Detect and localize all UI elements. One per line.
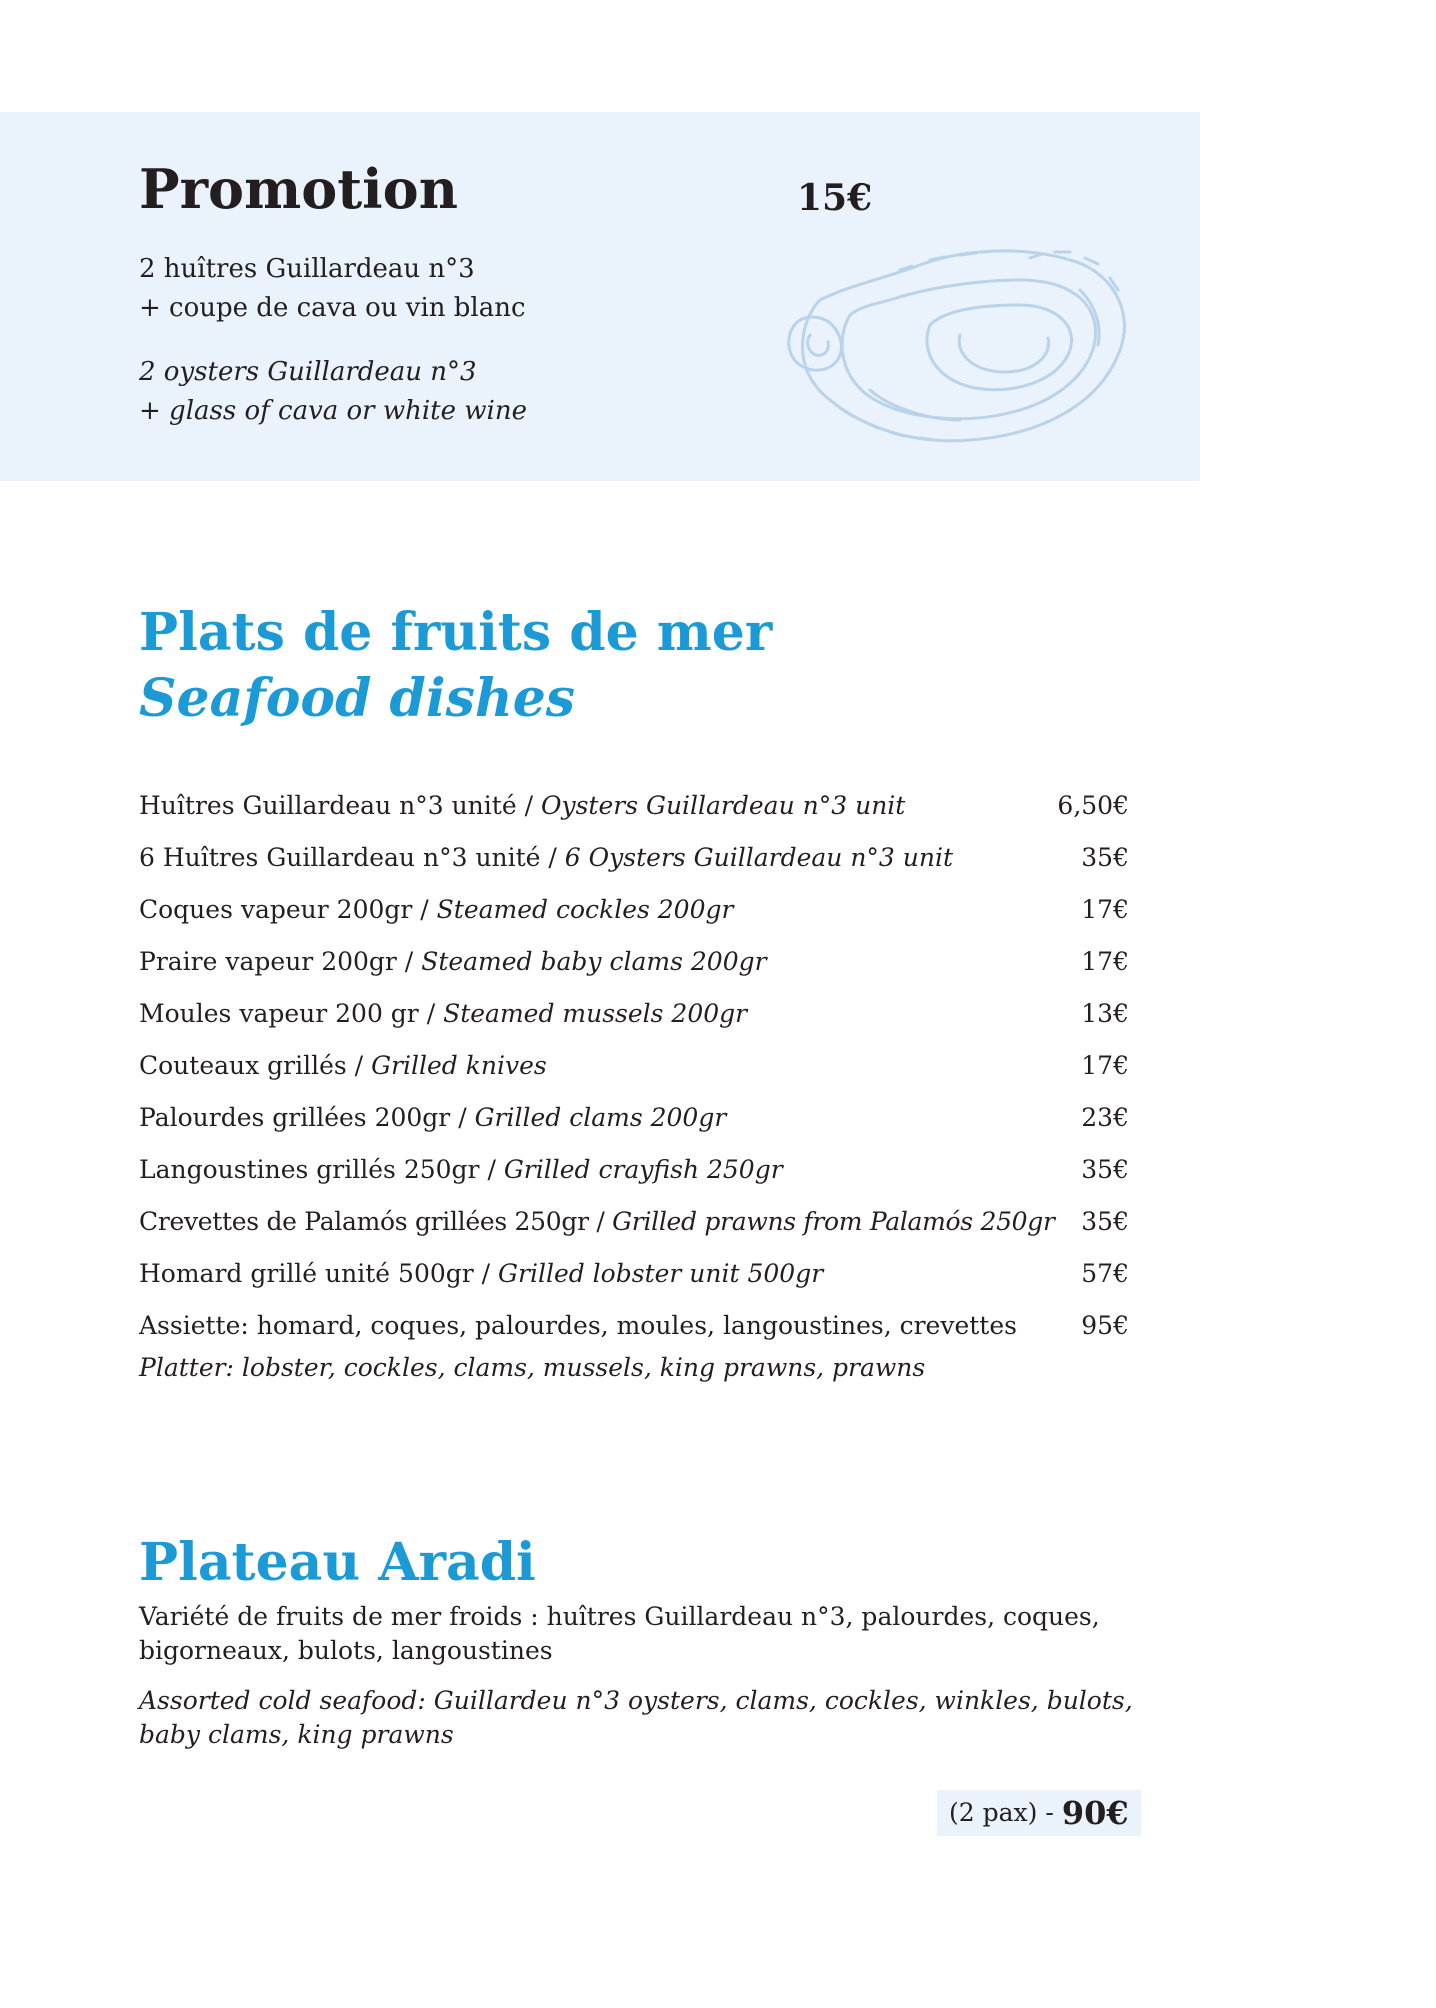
promotion-en-line: 2 oysters Guillardeau n°3 — [139, 357, 477, 387]
promotion-fr-line: + coupe de cava ou vin blanc — [139, 293, 526, 323]
promotion-price: 15€ — [797, 177, 873, 219]
menu-item-price: 13€ — [1081, 999, 1129, 1028]
menu-item-fr: Palourdes grillées 200gr / — [139, 1103, 475, 1132]
plateau-title — [139, 1530, 536, 1596]
menu-item-en: Grilled lobster unit 500gr — [498, 1259, 824, 1288]
menu-item-fr: Moules vapeur 200 gr / — [139, 999, 444, 1028]
menu-item-fr: 6 Huîtres Guillardeau n°3 unité / — [139, 843, 565, 872]
menu-item — [139, 988, 1129, 1040]
promotion-description — [139, 250, 739, 431]
menu-item-price: 35€ — [1081, 843, 1129, 872]
menu-item-fr: Huîtres Guillardeau n°3 unité / — [139, 791, 541, 820]
menu-item-en: 6 Oysters Guillardeau n°3 unit — [564, 843, 954, 872]
menu-item — [139, 1248, 1129, 1300]
menu-item-en: Grilled crayfish 250gr — [503, 1155, 783, 1184]
promotion-en-line: + glass of cava or white wine — [139, 396, 527, 426]
menu-item-price: 17€ — [1081, 895, 1129, 924]
seafood-title — [139, 600, 772, 732]
menu-item — [139, 1040, 1129, 1092]
seafood-title-fr: Plats de fruits de mer — [139, 602, 773, 663]
menu-item-en: Steamed cockles 200gr — [436, 895, 734, 924]
menu-item — [139, 1144, 1129, 1196]
menu-item-en: Grilled prawns from Palamós 250gr — [612, 1207, 1055, 1236]
platter-en: Platter: lobster, cockles, clams, mussels, king prawns, prawns — [139, 1353, 926, 1382]
menu-item-price: 6,50€ — [1057, 791, 1129, 820]
menu-item-fr: Praire vapeur 200gr / — [139, 947, 422, 976]
menu-item-en: Oysters Guillardeau n°3 unit — [540, 791, 906, 820]
menu-item-price: 17€ — [1081, 1051, 1129, 1080]
plateau-price-badge — [937, 1790, 1141, 1836]
promotion-box — [0, 112, 1200, 481]
menu-item-price: 35€ — [1081, 1207, 1129, 1236]
menu-item — [139, 936, 1129, 988]
menu-item — [139, 1196, 1129, 1248]
plateau-description — [139, 1600, 1139, 1752]
menu-item — [139, 780, 1129, 832]
plateau-separator: - — [1045, 1798, 1054, 1827]
seafood-menu-list — [139, 780, 1129, 1384]
menu-item-fr: Couteaux grillés / — [139, 1051, 372, 1080]
menu-item-en: Steamed mussels 200gr — [443, 999, 748, 1028]
promotion-fr-line: 2 huîtres Guillardeau n°3 — [139, 254, 475, 284]
plateau-en-line: baby clams, king prawns — [139, 1720, 454, 1749]
menu-item-en: Steamed baby clams 200gr — [421, 947, 767, 976]
promotion-title: Promotion — [139, 157, 458, 221]
menu-item-fr: Coques vapeur 200gr / — [139, 895, 437, 924]
seafood-title-en: Seafood dishes — [139, 668, 576, 729]
platter-fr: Assiette: homard, coques, palourdes, moules, langoustines, crevettes — [139, 1311, 1017, 1340]
menu-item-fr: Homard grillé unité 500gr / — [139, 1259, 499, 1288]
menu-item-fr: Crevettes de Palamós grillées 250gr / — [139, 1207, 613, 1236]
platter-price: 95€ — [1081, 1311, 1129, 1340]
plateau-title-text: Plateau Aradi — [139, 1532, 536, 1593]
menu-item-en: Grilled clams 200gr — [474, 1103, 727, 1132]
menu-item — [139, 832, 1129, 884]
menu-item-price: 17€ — [1081, 947, 1129, 976]
platter-item — [139, 1310, 1129, 1342]
plateau-price: 90€ — [1061, 1794, 1129, 1832]
menu-item-fr: Langoustines grillés 250gr / — [139, 1155, 504, 1184]
plateau-fr-line: Variété de fruits de mer froids : huîtres Guillardeau n°3, palourdes, coques, — [139, 1602, 1100, 1631]
oyster-illustration — [780, 230, 1140, 460]
plateau-pax: (2 pax) — [949, 1798, 1038, 1827]
menu-item-price: 35€ — [1081, 1155, 1129, 1184]
plateau-fr-line: bigorneaux, bulots, langoustines — [139, 1636, 553, 1665]
plateau-en-line: Assorted cold seafood: Guillardeu n°3 oysters, clams, cockles, winkles, bulots, — [139, 1686, 1133, 1715]
menu-item — [139, 1092, 1129, 1144]
menu-item-price: 23€ — [1081, 1103, 1129, 1132]
menu-item-price: 57€ — [1081, 1259, 1129, 1288]
menu-item — [139, 884, 1129, 936]
menu-item-en: Grilled knives — [371, 1051, 547, 1080]
